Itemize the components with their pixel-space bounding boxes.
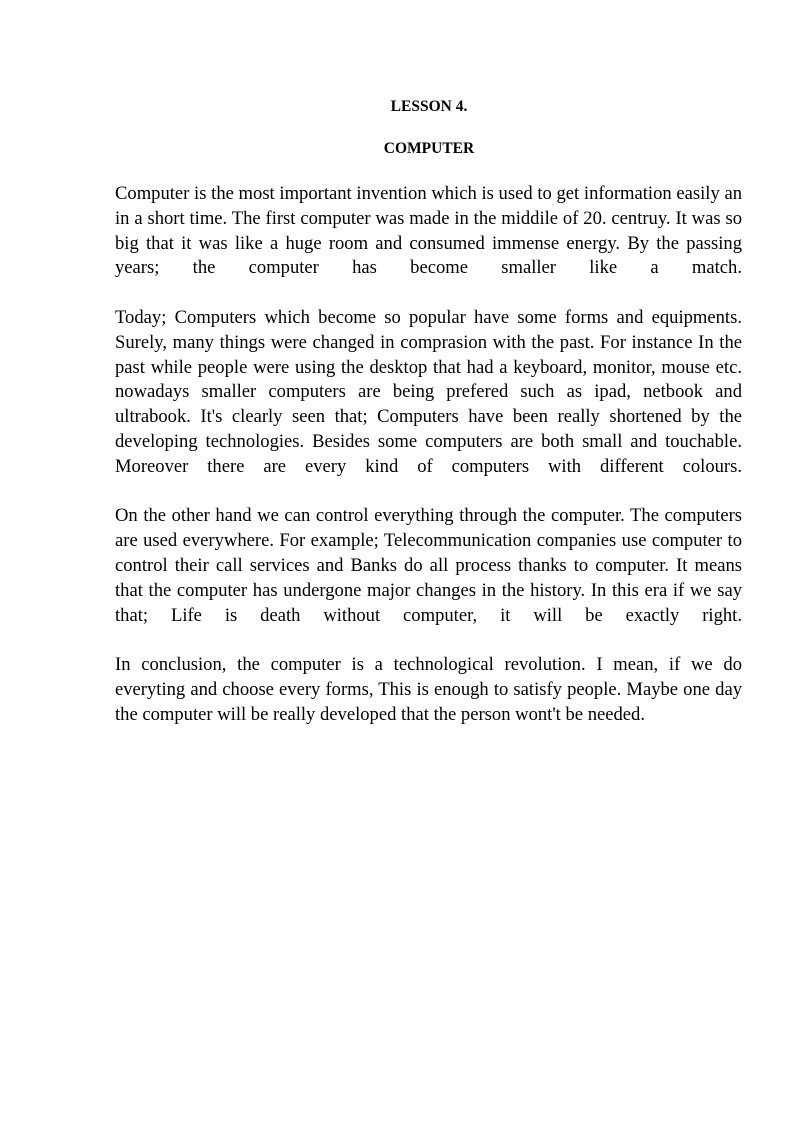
paragraph-4: In conclusion, the computer is a technological revolution. I mean, if we do everyting and choose every forms, This is enough to satisfy people. Maybe one day the computer will be really developed that the person wont't be needed. — [115, 654, 742, 725]
page-title: COMPUTER — [383, 140, 475, 157]
lesson-heading: LESSON 4. — [390, 98, 468, 115]
paragraph-2: Today; Computers which become so popular have some forms and equipments. Surely, many things were changed in comprasion with the past. For instance In the past while people were using the desktop that had a keyboard, monitor, mouse etc. nowadays smaller computers are being prefered such as ipad, netbook and ultrabook. It's clearly seen that; Computers have been really shortened by the developing technologies. Besides some computers are both small and touchable. Moreover there are every kind of computers with different colours. — [115, 306, 742, 477]
body-text — [115, 182, 742, 728]
paragraph-1: Computer is the most important invention which is used to get information easily an in a short time. The first computer was made in the middile of 20. centruy. It was so big that it was like a huge room and consumed immense energy. By the passing years; the computer has become smaller like a match. — [115, 183, 742, 279]
paragraph-3: On the other hand we can control everything through the computer. The computers are used everywhere. For example; Telecommunication companies use computer to control their call services and Banks do all process thanks to computer. It means that the computer has undergone major changes in the history. In this era if we say that; Life is death without computer, it will be exactly right. — [115, 505, 742, 626]
